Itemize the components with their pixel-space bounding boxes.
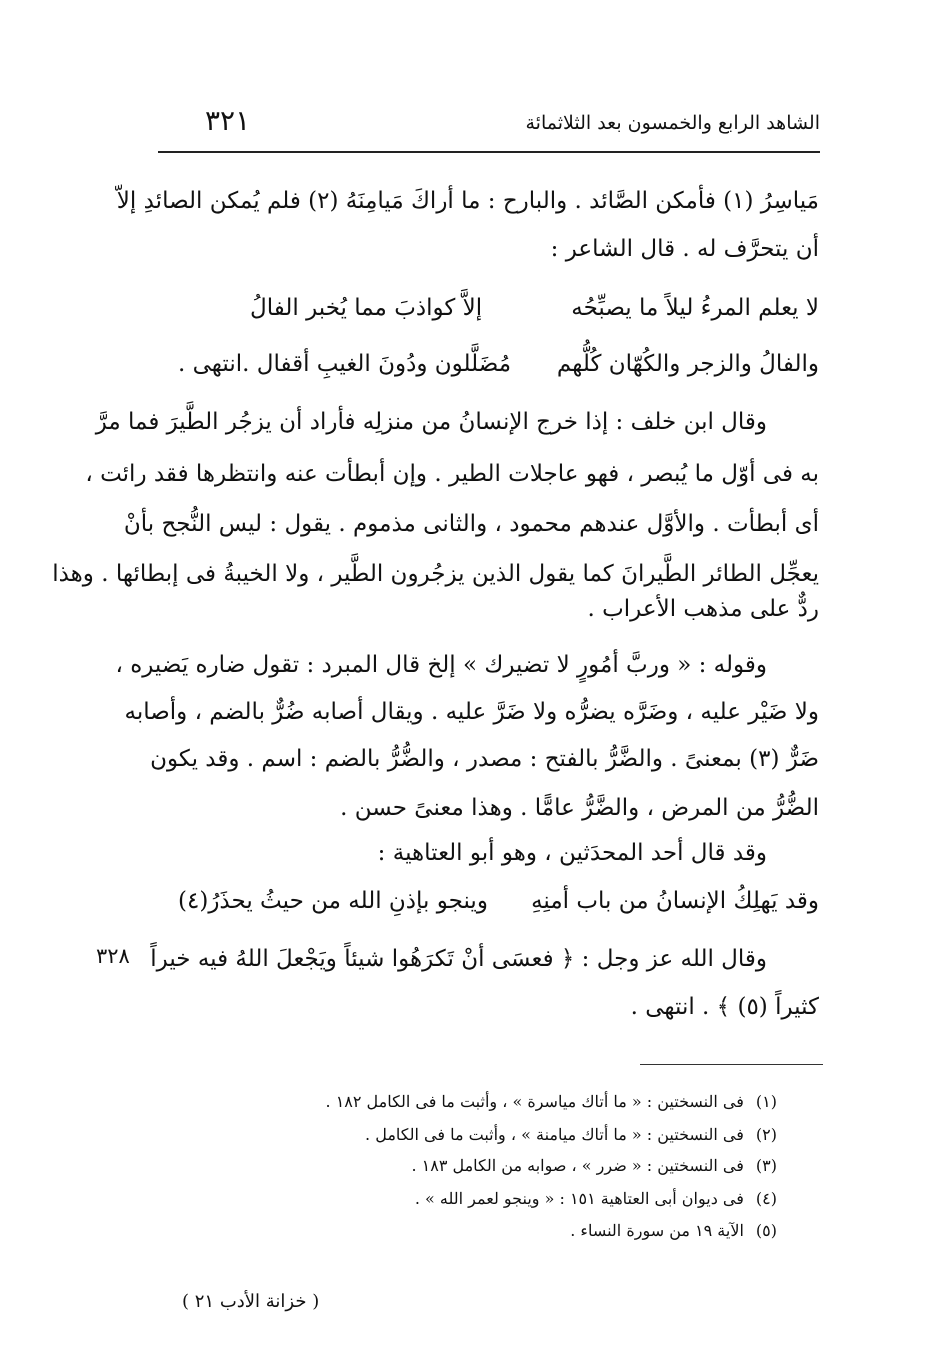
- verse-hemistich-right: وقد يَهلِكُ الإنسانُ من باب أمنِهِ: [531, 888, 819, 914]
- footnote-number: (٢): [755, 1125, 777, 1144]
- verse-hemistich-left: إلاَّ كواذبَ مما يُخبر الفالُ: [250, 295, 483, 321]
- footnote: [411, 1155, 777, 1177]
- footnote: [326, 1091, 777, 1113]
- text-line: به فى أوّل ما يُبصر ، فهو عاجلات الطير . وإن أبطأت عنه وانتظرها فقد رائت ،: [85, 461, 819, 487]
- text-line: وقد قال أحد المحدَثين ، وهو أبو العتاهية :: [377, 840, 767, 866]
- footnote-text: فى النسختين : « ضرر » ، صوابه من الكامل ١٨٣ .: [411, 1156, 744, 1175]
- verse-hemistich-left: مُضَلَّلون ودُونَ الغيبِ أقفال .انتهى .: [178, 351, 512, 377]
- footnote-text: فى النسختين : « ما أتاك مياسرة » ، وأثبت ما فى الكامل ١٨٢ .: [325, 1092, 744, 1111]
- page-number: ٣٢١: [205, 104, 251, 137]
- verse-hemistich-left: وينجو بإذنِ الله من حيثُ يحذَرُ(٤): [178, 888, 488, 914]
- text-line: مَياسِرُ (١) فأمكن الصَّائد . والبارح : ما أراكَ مَيامِنَهُ (٢) فلم يُمكن الصائدِ إلاّ: [116, 188, 819, 214]
- footnote-text: فى النسختين : « ما أتاك ميامنة » ، وأثبت ما فى الكامل .: [365, 1125, 744, 1144]
- footnote: [415, 1188, 777, 1210]
- text-line: وقال الله عز وجل : ﴿ فعسَى أنْ تَكرَهُوا شيئاً ويَجْعلَ اللهُ فيه خيراً: [150, 946, 767, 972]
- text-line: يعجِّل الطائر الطَّيرانَ كما يقول الذين يزجُرون الطَّير ، ولا الخيبةُ فى إبطائها . وهذا: [52, 561, 819, 587]
- header-rule: [158, 151, 820, 153]
- footnote: [570, 1220, 777, 1242]
- margin-page-reference: ٣٢٨: [96, 944, 130, 968]
- footnote-number: (٤): [755, 1189, 777, 1208]
- footnote-number: (١): [755, 1092, 777, 1111]
- text-line: وقال ابن خلف : إذا خرج الإنسانُ من منزلِه فأراد أن يزجُر الطَّيرَ فما مرَّ: [95, 409, 767, 435]
- text-line: كثيراً (٥) ﴾ . انتهى .: [630, 994, 819, 1020]
- text-line: وقوله : « وربَّ أمُورٍ لا تضيرك » إلخ قال المبرد : تقول ضاره يَضيره ،: [115, 652, 767, 678]
- running-header: الشاهد الرابع والخمسون بعد الثلاثمائة: [525, 112, 820, 134]
- verse-hemistich-right: لا يعلم المرءُ ليلاً ما يصبِّحُه: [571, 295, 819, 321]
- footnote-number: (٥): [755, 1221, 777, 1240]
- text-line: ضَرٌّ (٣) بمعنىً . والضَّرُّ بالفتح : مصدر ، والضُّرُّ بالضم : اسم . وقد يكون: [150, 746, 819, 772]
- text-line: الضُّرُّ من المرض ، والضَّرُّ عامًّا . وهذا معنىً حسن .: [340, 795, 819, 821]
- verse-hemistich-right: والفالُ والزجر والكُهّان كُلُّهم: [556, 351, 819, 377]
- text-line: أن يتحرَّف له . قال الشاعر :: [550, 236, 819, 262]
- text-line: ردٌّ على مذهب الأعراب .: [587, 596, 819, 622]
- footnote-text: الآية ١٩ من سورة النساء .: [570, 1221, 744, 1240]
- footnote: [365, 1124, 777, 1146]
- text-line: ولا ضَيْر عليه ، وضَرَّه يضرُّه ولا ضَرَّ عليه . ويقال أصابه ضُرٌّ بالضم ، وأصابه: [124, 699, 819, 725]
- signature-mark: ( خزانة الأدب ٢١ ): [182, 1291, 320, 1312]
- footnote-rule: [640, 1064, 823, 1065]
- text-line: أى أبطأت . والأوَّل عندهم محمود ، والثانى مذموم . يقول : ليس النُّجح بأنْ: [123, 511, 819, 537]
- footnote-number: (٣): [755, 1156, 777, 1175]
- footnote-text: فى ديوان أبى العتاهية ١٥١ : « وينجو لعمر الله » .: [414, 1189, 744, 1208]
